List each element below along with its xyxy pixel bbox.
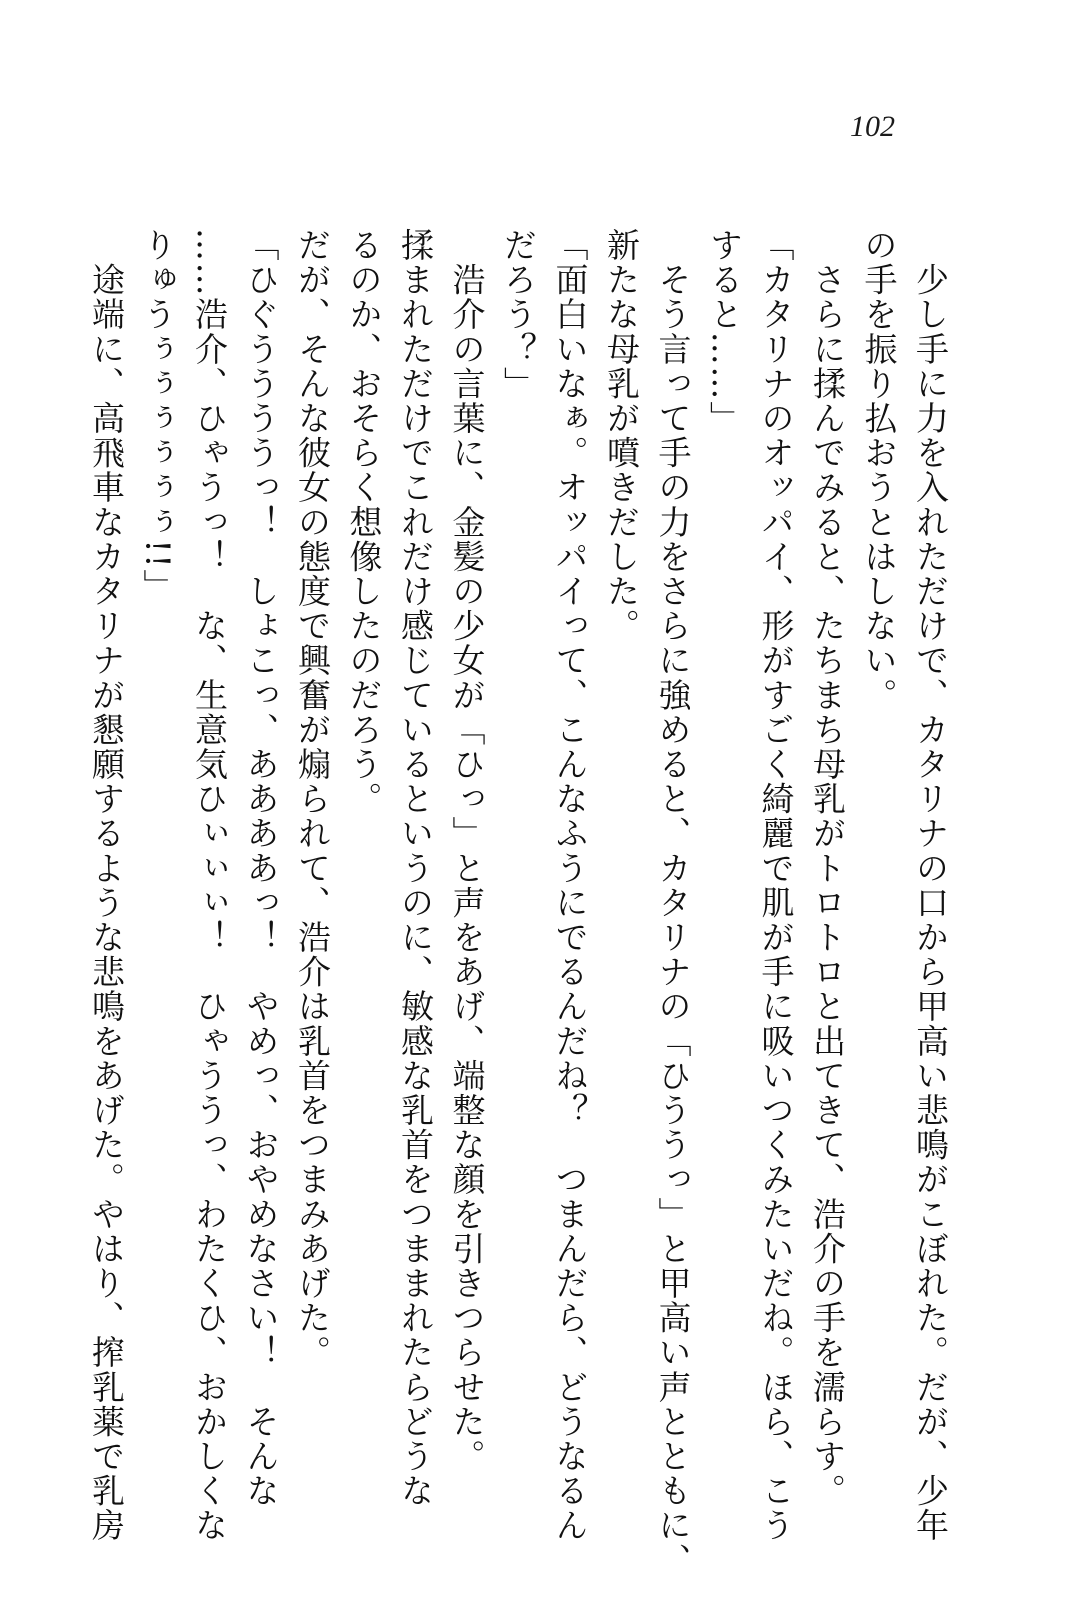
text-line: りゅうぅぅぅぅぅぅ!!」 xyxy=(138,228,178,604)
text-line: 途端に、高飛車なカタリナが懇願するような悲鳴をあげた。やはり、搾乳薬で乳房 xyxy=(87,228,126,1543)
text-line: すると……」 xyxy=(705,228,744,436)
text-line: 「ひぐううううっ！ しょこっ、ああああっ！ やめっ、おやめなさい！ そんな xyxy=(241,228,281,1509)
text-line: ……浩介、ひゃうっ！ な、生意気ひぃぃぃ！ ひゃううっ、わたくひ、おかしくな xyxy=(190,228,229,1543)
text-line: だろう？」 xyxy=(499,228,538,401)
text-line: そう言って手の力をさらに強めると、カタリナの「ひううっ」と甲高い声とともに、 xyxy=(653,228,693,1578)
text-line: だが、そんな彼女の態度で興奮が煽られて、浩介は乳首をつまみあげた。 xyxy=(293,228,332,1370)
text-line: 「カタリナのオッパイ、形がすごく綺麗で肌が手に吸いつくみたいだね。ほら、こう xyxy=(756,228,796,1543)
text-line: さらに揉んでみると、たちまち母乳がトロトロと出てきて、浩介の手を濡らす。 xyxy=(808,228,847,1509)
text-line: の手を振り払おうとはしない。 xyxy=(859,228,899,713)
text-line: るのか、おそらく想像したのだろう。 xyxy=(344,228,384,817)
novel-body-text xyxy=(87,228,956,1578)
text-line: 揉まれただけでこれだけ感じているというのに、敏感な乳首をつままれたらどうな xyxy=(396,228,435,1509)
text-line: 浩介の言葉に、金髪の少女が「ひっ」と声をあげ、端整な顔を引きつらせた。 xyxy=(447,228,487,1474)
text-line: 少し手に力を入れただけで、カタリナの口から甲高い悲鳴がこぼれた。だが、少年 xyxy=(911,228,950,1543)
text-line: 「面白いなぁ。オッパイって、こんなふうにでるんだね？ つまんだら、どうなるん xyxy=(550,228,590,1543)
text-line: 新たな母乳が噴きだした。 xyxy=(602,228,641,644)
page-number: 102 xyxy=(850,110,895,143)
